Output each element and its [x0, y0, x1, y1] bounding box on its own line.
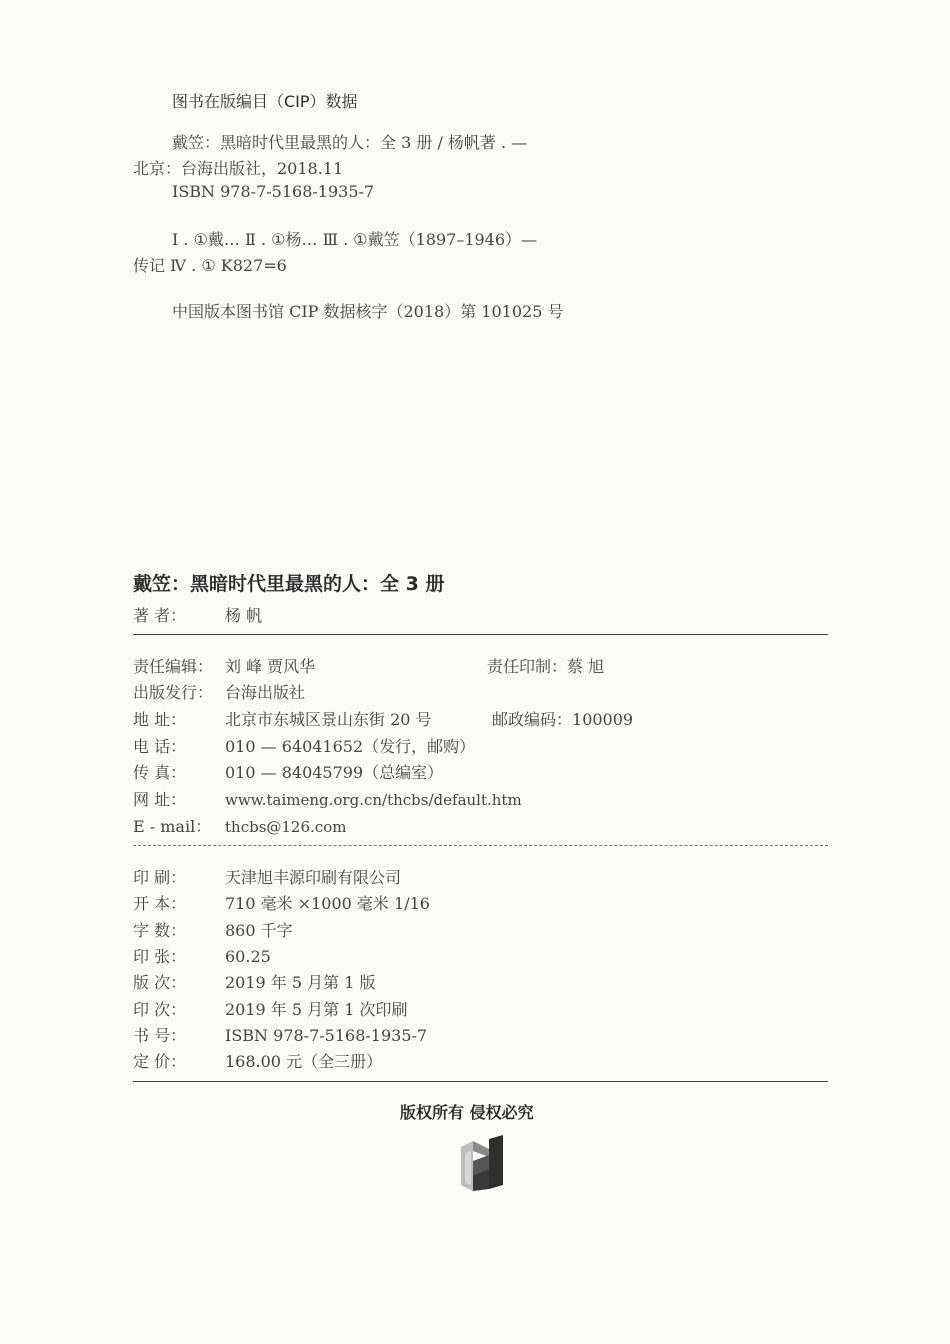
cip-line-5: 传记 Ⅳ . ① K827=6 — [133, 256, 287, 275]
printing-label: 印 刷： — [133, 868, 187, 887]
word-count-row — [133, 918, 293, 941]
cip-line-6: 中国版本图书馆 CIP 数据核字（2018）第 101025 号 — [172, 302, 564, 321]
fax-label: 传 真： — [133, 763, 187, 782]
author-value: 杨 帆 — [225, 606, 263, 625]
word-count-label: 字 数： — [133, 921, 187, 940]
email-label: E - mail： — [133, 817, 212, 836]
editor-label: 责任编辑： — [133, 657, 214, 676]
phone-value: 010 — 64041652（发行，邮购） — [225, 737, 476, 756]
edition-label: 版 次： — [133, 973, 187, 992]
price-value: 168.00 元（全三册） — [225, 1052, 383, 1071]
address-label: 地 址： — [133, 710, 187, 729]
publisher-row — [133, 680, 305, 703]
book-title: 戴笠：黑暗时代里最黑的人：全 3 册 — [133, 573, 445, 595]
sheets-value: 60.25 — [225, 947, 271, 966]
isbn-value: ISBN 978-7-5168-1935-7 — [225, 1026, 428, 1045]
address-row — [133, 707, 432, 730]
author-label: 著 者： — [133, 606, 187, 625]
impression-label: 印 次： — [133, 1000, 187, 1019]
isbn-row — [133, 1023, 427, 1046]
impression-value: 2019 年 5 月第 1 次印刷 — [225, 1000, 408, 1019]
format-row — [133, 891, 430, 914]
postcode-label: 邮政编码： — [492, 710, 573, 729]
isbn-label: 书 号： — [133, 1026, 187, 1045]
editor-value: 刘 峰 贾风华 — [225, 657, 316, 676]
solid-divider-top — [133, 634, 828, 635]
edition-value: 2019 年 5 月第 1 版 — [225, 973, 376, 992]
price-label: 定 价： — [133, 1052, 187, 1071]
word-count-value: 860 千字 — [225, 921, 293, 940]
fax-value: 010 — 84045799（总编室） — [225, 763, 444, 782]
edition-row — [133, 970, 376, 993]
website-label: 网 址： — [133, 790, 187, 809]
email-row — [133, 814, 346, 837]
print-manager — [487, 654, 604, 677]
print-manager-value: 蔡 旭 — [567, 657, 605, 676]
publisher-logo-icon — [459, 1135, 505, 1195]
publisher-label: 出版发行： — [133, 683, 214, 702]
dashed-divider — [133, 845, 828, 846]
editor-row — [133, 654, 315, 677]
cip-line-4: Ⅰ . ①戴… Ⅱ . ①杨… Ⅲ . ①戴笠（1897–1946）— — [172, 230, 538, 249]
cip-heading: 图书在版编目（CIP）数据 — [172, 92, 358, 111]
website-row — [133, 787, 522, 810]
cip-line-1: 戴笠：黑暗时代里最黑的人：全 3 册 / 杨帆著 . — — [172, 133, 528, 152]
print-manager-label: 责任印制： — [487, 657, 568, 676]
printing-value: 天津旭丰源印刷有限公司 — [225, 868, 402, 887]
sheets-label: 印 张： — [133, 947, 187, 966]
format-label: 开 本： — [133, 894, 187, 913]
printing-row — [133, 865, 401, 888]
cip-line-3: ISBN 978-7-5168-1935-7 — [172, 182, 375, 201]
author-row — [133, 603, 262, 626]
rights-notice: 版权所有 侵权必究 — [400, 1103, 534, 1122]
address-value: 北京市东城区景山东街 20 号 — [225, 710, 432, 729]
phone-row — [133, 734, 475, 757]
email-value: thcbs@126.com — [225, 818, 347, 836]
sheets-row — [133, 944, 271, 967]
publisher-value: 台海出版社 — [225, 683, 306, 702]
price-row — [133, 1049, 382, 1072]
format-value: 710 毫米 ×1000 毫米 1/16 — [225, 894, 430, 913]
phone-label: 电 话： — [133, 737, 187, 756]
solid-divider-bottom — [133, 1081, 828, 1082]
impression-row — [133, 997, 408, 1020]
postcode-value: 100009 — [572, 710, 634, 729]
postcode — [492, 707, 633, 730]
website-value: www.taimeng.org.cn/thcbs/default.htm — [225, 791, 522, 809]
cip-line-2: 北京：台海出版社，2018.11 — [133, 159, 344, 178]
fax-row — [133, 760, 443, 783]
